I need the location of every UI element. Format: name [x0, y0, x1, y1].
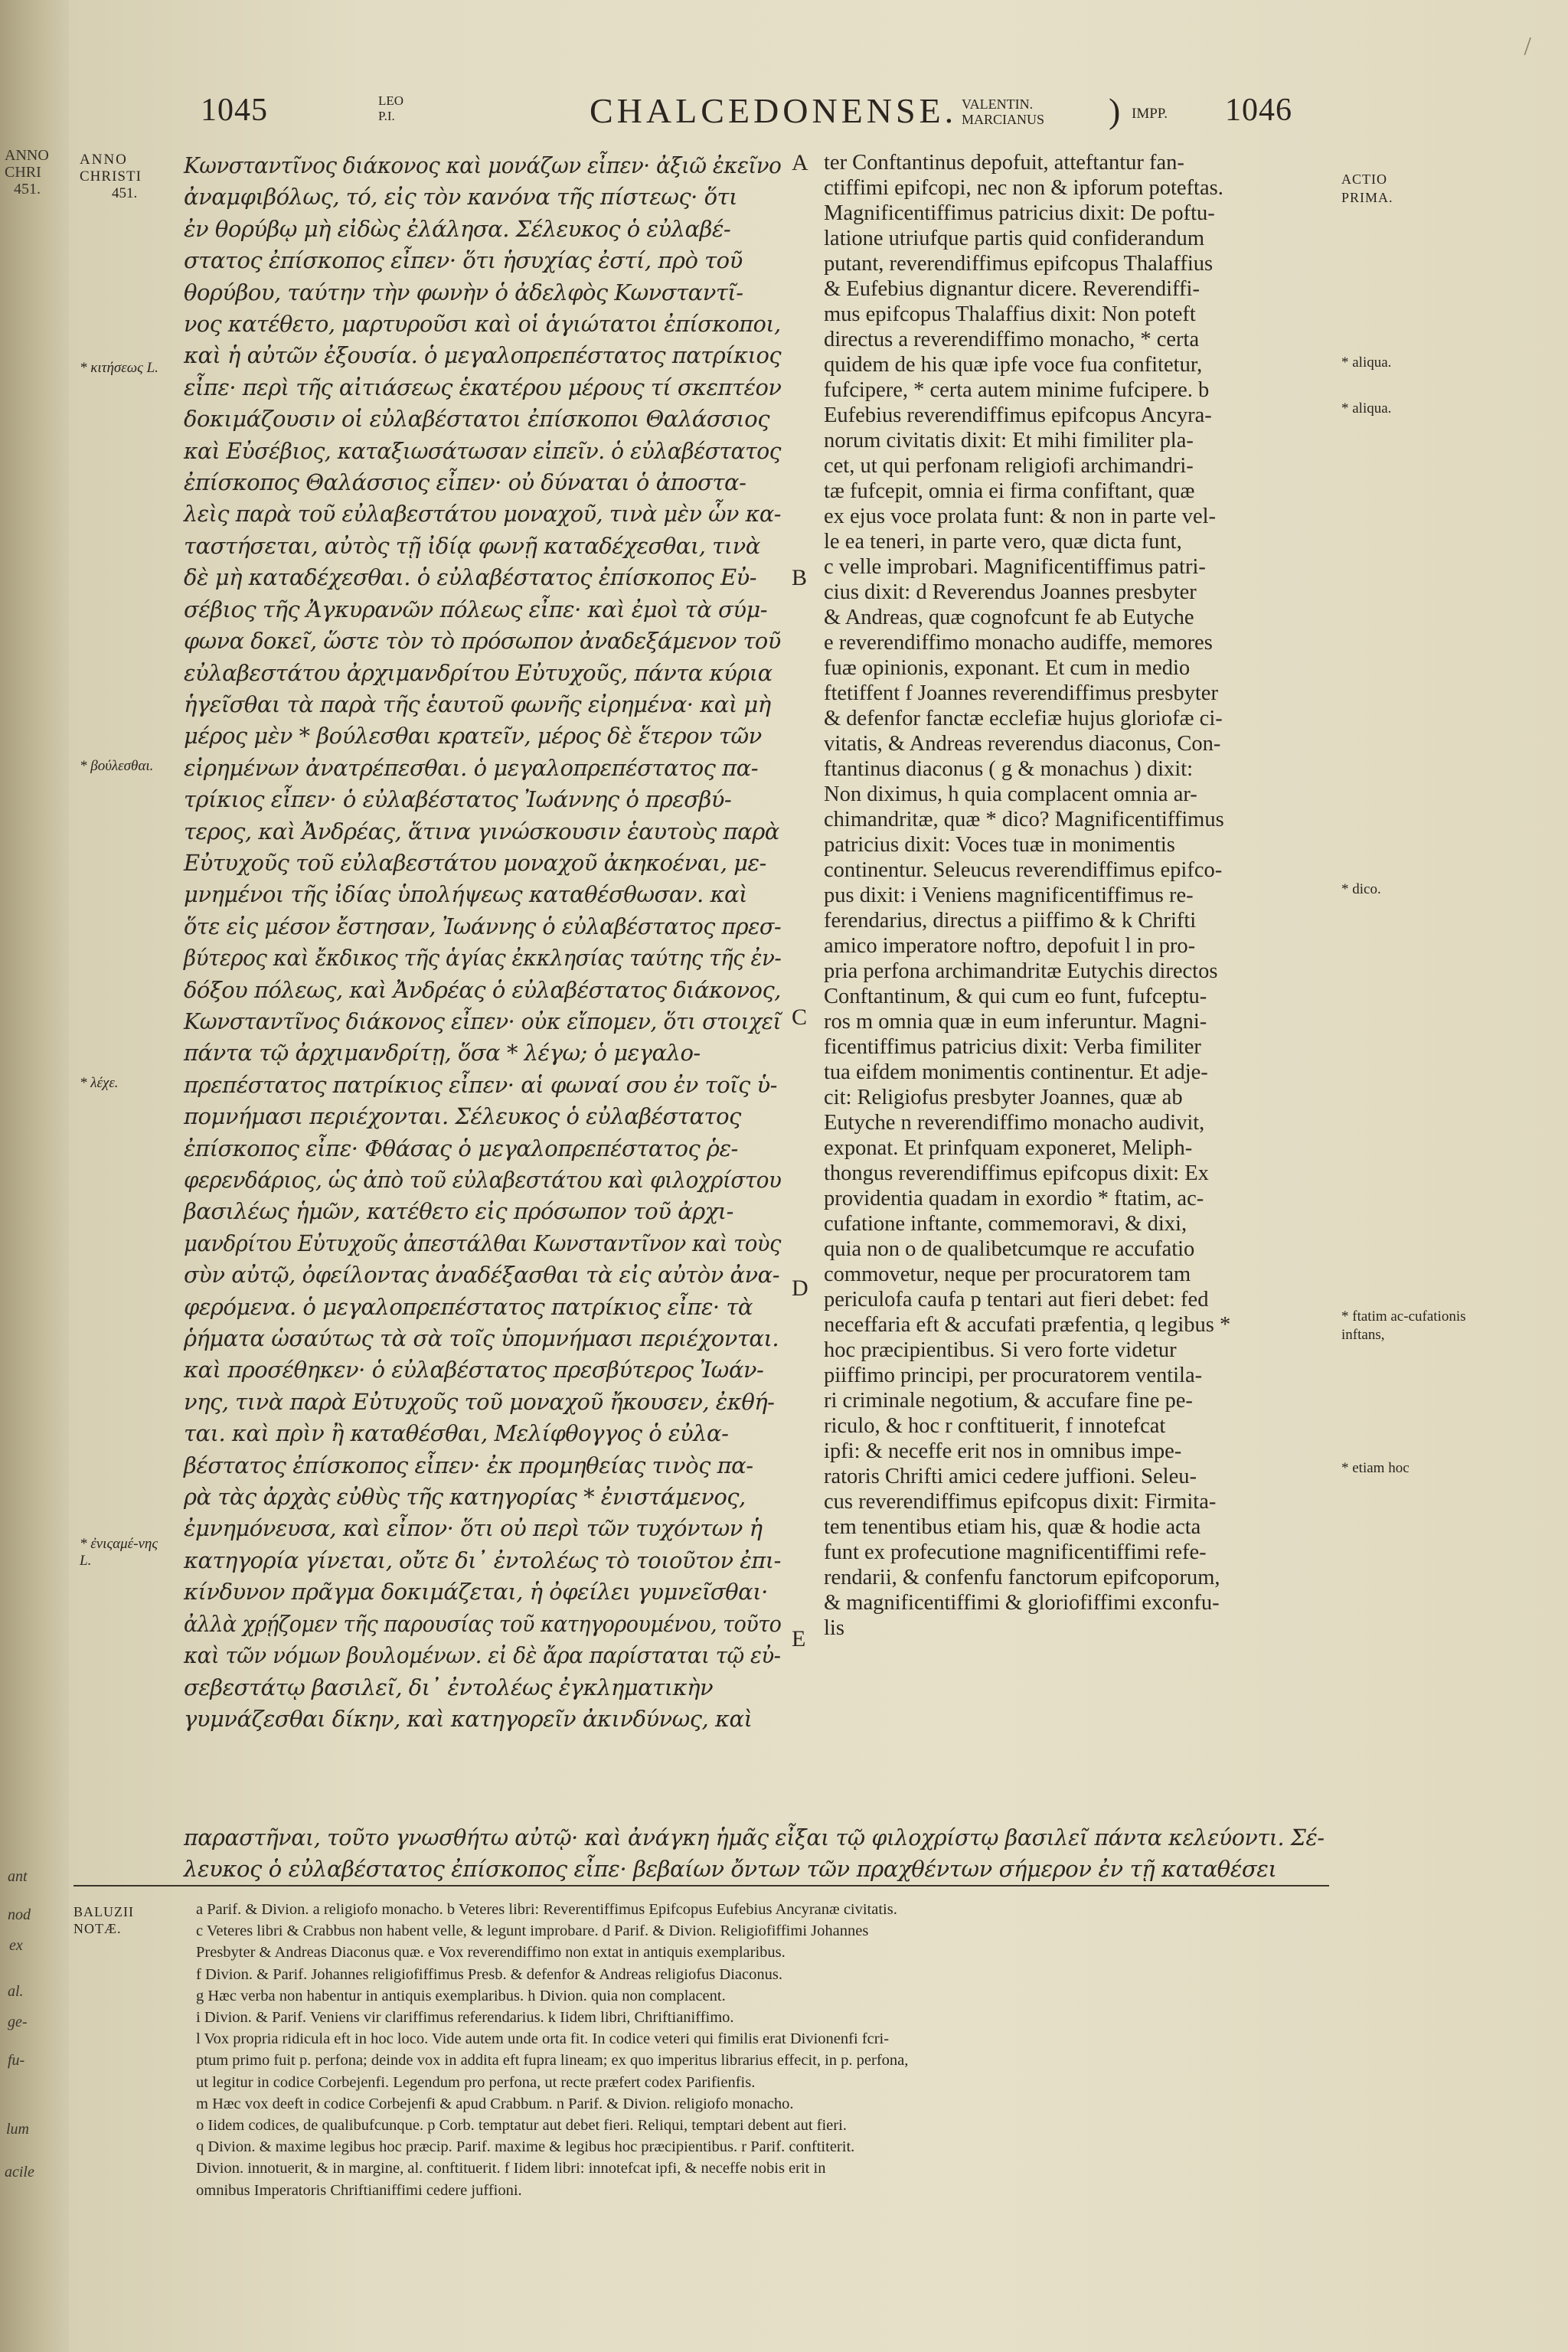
note-line: f Divion. & Parif. Johannes religiofiffimus Presb. & defenfor & Andreas religiofus Diaconus.	[196, 1965, 782, 1983]
latin-text-line: amico imperatore noftro, depofuit l in pro-	[824, 934, 1196, 958]
note-line: a Parif. & Divion. a religiofo monacho. b Veteres libri: Reverentiffimus Epifcopus Eufebius Ancyranæ civitatis.	[196, 1901, 897, 1918]
latin-text-line: hoc præcipientibus. Si vero forte videtur	[824, 1338, 1177, 1362]
greek-text-line: καὶ ἡ αὐτῶν ἐξουσία. ὁ μεγαλοπρεπέστατος πατρίκιος	[184, 342, 782, 369]
greek-text-line: Κωνσταντῖνος διάκονος εἶπεν· οὐκ εἴπομεν, ὅτι στοιχεῖ	[184, 1008, 782, 1034]
latin-text-line: funt ex profecutione magnificentiffimi refe-	[824, 1540, 1207, 1564]
greek-text-continuation	[184, 1822, 1325, 1885]
latin-text-line: pus dixit: i Veniens magnificentiffimus re-	[824, 884, 1194, 907]
header-emperors	[962, 96, 1044, 127]
margin-gloss: * aliqua.	[1341, 354, 1392, 371]
margin-actio	[1341, 170, 1393, 207]
greek-text-column	[184, 150, 781, 1735]
latin-text-line: rendarii, & confenfu fanctorum epifcoporum,	[824, 1566, 1220, 1589]
latin-text-line: periculofa caufa p tentari aut fieri debet: fed	[824, 1288, 1209, 1312]
latin-text-column	[824, 150, 1329, 1641]
latin-text-line: latione utriufque partis quid confiderandum	[824, 227, 1205, 250]
latin-text-line: le ea teneri, in parte vero, quæ dicta funt,	[824, 530, 1182, 554]
greek-text-line: στατος ἐπίσκοπος εἶπεν· ὅτι ἡσυχίας ἐστί, πρὸ τοῦ	[184, 247, 743, 274]
greek-text-line: σεβεστάτῳ βασιλεῖ, δι᾽ ἐντολέως ἐγκληματικὴν	[184, 1674, 714, 1700]
greek-text-line: κατηγορία γίνεται, οὔτε δι᾽ ἐντολέως τὸ τοιοῦτον ἐπι-	[184, 1547, 781, 1573]
greek-text-line: βύτερος καὶ ἔκδικος τῆς ἁγίας ἐκκλησίας ταύτης τῆς ἐν-	[184, 945, 782, 972]
note-line: g Hæc verba non habentur in antiquis exemplaribus. h Divion. quia non complacent.	[196, 1987, 726, 2004]
greek-text-line: ταστήσεται, αὐτὸς τῇ ἰδίᾳ φωνῇ καταδέχεσθαι, τινὰ	[184, 532, 760, 559]
section-letter: B	[792, 565, 808, 590]
greek-text-line: ται. καὶ πρὶν ἢ καταθέσθαι, Μελίφθογγος ὁ εὐλα-	[184, 1420, 729, 1447]
latin-text-line: tua eifdem monimentis continentur. Et adje-	[824, 1060, 1208, 1084]
section-letter: C	[792, 1004, 808, 1030]
spine-fragment: al.	[8, 1983, 24, 2000]
margin-variant-note: * βούλεσθαι.	[80, 758, 154, 774]
latin-text-line: lis	[824, 1616, 844, 1640]
greek-text-line: φερόμενα. ὁ μεγαλοπρεπέστατος πατρίκιος εἶπε· τὰ	[184, 1293, 753, 1320]
latin-text-line: riculo, & hoc r conftituerit, f innotefcat	[824, 1414, 1166, 1438]
margin-year-block	[80, 152, 142, 202]
binding-spine	[0, 0, 69, 2352]
note-line: o Iidem codices, de qualibufcunque. p Corb. temptatur aut debet fieri. Reliqui, temptari debent aut fieri.	[196, 2117, 847, 2135]
greek-text-line: πομνήμασι περιέχονται. Σέλευκος ὁ εὐλαβέστατος	[184, 1103, 741, 1130]
spine-fragment: 451.	[14, 181, 41, 198]
greek-text-line: παραστῆναι, τοῦτο γνωσθήτω αὐτῷ· καὶ ἀνάγκη ἡμᾶς εἶξαι τῷ φιλοχρίστῳ βασιλεῖ πάντα κελεύοντι. Σέ-	[184, 1824, 1325, 1851]
header-leo	[378, 93, 403, 124]
latin-text-line: directus a reverendiffimo monacho, * certa	[824, 328, 1200, 351]
latin-text-line: ferendarius, directus a piiffimo & k Chrifti	[824, 909, 1197, 933]
note-line: Presbyter & Andreas Diaconus quæ. e Vox reverendiffimo non extat in antiquis exemplaribus.	[196, 1944, 786, 1962]
latin-text-line: tæ fufcepit, omnia ei firma confiftant, quæ	[824, 479, 1195, 503]
note-line: ut legitur in codice Corbejenfi. Legendum pro perfona, ut recte præfert codex Parifienfis.	[196, 2073, 756, 2091]
spine-fragment: ge-	[8, 2014, 28, 2030]
greek-text-line: ὅτε εἰς μέσον ἔστησαν, Ἰωάννης ὁ εὐλαβέστατος πρεσ-	[184, 913, 782, 939]
spine-fragment: acile	[5, 2164, 34, 2180]
greek-text-line: Εὐτυχοῦς τοῦ εὐλαβεστάτου μοναχοῦ ἀκηκοέναι, με-	[184, 849, 766, 876]
latin-text-line: cus reverendiffimus epifcopus dixit: Firmita-	[824, 1490, 1217, 1514]
notes-label-line1: BALUZII	[74, 1904, 134, 1919]
greek-text-line: κίνδυνον πρᾶγμα δοκιμάζεται, ἡ ὀφείλει γυμνεῖσθαι·	[184, 1579, 768, 1606]
latin-text-line: patricius dixit: Voces tuæ in monimentis	[824, 833, 1175, 857]
greek-text-line: μανδρίτου Εὐτυχοῦς ἀπεστάλθαι Κωνσταντῖνον καὶ τοὺς	[184, 1230, 781, 1256]
greek-text-line: θορύβου, ταύτην τὴν φωνὴν ὁ ἀδελφὸς Κωνσταντῖ-	[184, 279, 743, 305]
latin-text-line: putant, reverendiffimus epifcopus Thalaffius	[824, 252, 1214, 276]
greek-text-line: βασιλέως ἡμῶν, κατέθετο εἰς πρόσωπον τοῦ ἀρχι-	[184, 1198, 733, 1225]
latin-text-line: ex ejus voce prolata funt: & non in parte vel-	[824, 505, 1217, 528]
margin-actio-label: ACTIO	[1341, 172, 1387, 187]
latin-text-line: cet, ut qui perfonam religiofi archimandri-	[824, 454, 1194, 478]
margin-gloss: * aliqua.	[1341, 400, 1392, 416]
notes-label	[74, 1903, 134, 1937]
latin-text-line: quidem de his quæ ipfe voce fua confitetur,	[824, 353, 1203, 377]
latin-text-line: continentur. Seleucus reverendiffimus epifco-	[824, 858, 1223, 882]
running-title: CHALCEDONENSE.	[590, 91, 958, 130]
latin-text-line: pria perfona archimandritæ Eutychis directos	[824, 959, 1218, 983]
greek-text-line: Κωνσταντῖνος διάκονος καὶ μονάζων εἶπεν· ἀξιῶ ἐκεῖνο	[184, 152, 782, 178]
greek-text-line: εἶπε· περὶ τῆς αἰτιάσεως ἑκατέρου μέρους τί σκεπτέον	[184, 374, 782, 400]
latin-text-line: & defenfor fanctæ ecclefiæ hujus gloriofæ ci-	[824, 707, 1223, 730]
spine-fragment: lum	[6, 2121, 29, 2138]
latin-text-line: ctiffimi epifcopi, nec non & ipforum poteftas.	[824, 176, 1223, 200]
latin-text-line: Eufebius reverendiffimus epifcopus Ancyra-	[824, 403, 1212, 427]
greek-text-line: ἀναμφιβόλως, τό, εἰς τὸν κανόνα τῆς πίστεως· ὅτι	[184, 184, 737, 211]
greek-text-line: ῥήματα ὡσαύτως τὰ σὰ τοῖς ὑπομνήμασι περιέχονται.	[184, 1325, 779, 1352]
header-leo-line1: LEO	[378, 93, 404, 108]
margin-variant-note: * κιτήσεως L.	[80, 360, 158, 376]
greek-text-line: γυμνάζεσθαι δίκην, καὶ κατηγορεῖν ἀκινδύνως, καὶ	[184, 1705, 753, 1732]
latin-text-line: cius dixit: d Reverendus Joannes presbyter	[824, 580, 1197, 604]
section-letter: A	[792, 150, 808, 175]
latin-text-line: piiffimo principi, per procuratorem ventila-	[824, 1364, 1203, 1387]
section-letter: D	[792, 1276, 808, 1301]
greek-text-line: εὐλαβεστάτου ἀρχιμανδρίτου Εὐτυχοῦς, πάντα κύρια	[184, 659, 773, 686]
page-number-left: 1045	[201, 93, 268, 128]
latin-text-line: tem tenentibus etiam his, quæ & hodie acta	[824, 1515, 1201, 1539]
latin-text-line: chimandritæ, quæ * dico? Magnificentiffimus	[824, 808, 1224, 831]
greek-text-line: ἡγεῖσθαι τὰ παρὰ τῆς ἑαυτοῦ φωνῆς εἰρημένα· καὶ μὴ	[184, 691, 771, 717]
section-letter: E	[792, 1626, 806, 1651]
note-line: i Divion. & Parif. Veniens vir clariffimus referendarius. k Iidem libri, Chriftianiffimo.	[196, 2009, 734, 2027]
latin-text-line: Magnificentiffimus patricius dixit: De poftu-	[824, 201, 1215, 225]
note-line: Divion. innotuerit, & in margine, al. conftituerit. f Iidem libri: innotefcat ipfi, & neceffe nobis erit in	[196, 2160, 826, 2177]
notes-divider	[74, 1885, 1329, 1886]
page-number-right: 1046	[1225, 93, 1292, 128]
spine-fragment: fu-	[8, 2052, 25, 2069]
header-emperors-line1: VALENTIN.	[962, 96, 1034, 112]
latin-text-line: Non diximus, h quia complacent omnia ar-	[824, 782, 1197, 806]
greek-text-line: πάντα τῷ ἀρχιμανδρίτῃ, ὅσα * λέγω; ὁ μεγαλο-	[184, 1040, 701, 1067]
latin-text-line: quia non o de qualibetcumque re accufatio	[824, 1237, 1195, 1261]
greek-text-line: φωνα δοκεῖ, ὥστε τὸν τὸ πρόσωπον ἀναδεξάμενον τοῦ	[184, 628, 781, 655]
latin-text-line: cit: Religiofus presbyter Joannes, quæ ab	[824, 1086, 1183, 1109]
latin-text-line: fuæ opinionis, exponant. Et cum in medio	[824, 656, 1191, 680]
greek-text-line: δόξου πόλεως, καὶ Ἀνδρέας ὁ εὐλαβέστατος διάκονος,	[184, 976, 781, 1003]
margin-christi: CHRISTI	[80, 168, 142, 185]
spine-fragment: CHRI	[5, 164, 41, 181]
header-impp: IMPP.	[1132, 106, 1168, 122]
latin-text-line: e reverendiffimo monacho audiffe, memores	[824, 631, 1213, 655]
greek-text-line: ἐν θορύβῳ μὴ εἰδὼς ἐλάλησα. Σέλευκος ὁ εὐλαβέ-	[184, 215, 731, 242]
pencil-mark: /	[1524, 32, 1531, 60]
latin-text-line: ficentiffimus patricius dixit: Verba fimiliter	[824, 1035, 1201, 1059]
greek-text-line: φερενδάριος, ὡς ἀπὸ τοῦ εὐλαβεστάτου καὶ φιλοχρίστου	[184, 1167, 782, 1193]
note-line: omnibus Imperatoris Chriftianiffimi cedere juffioni.	[196, 2181, 522, 2199]
header-emperors-line2: MARCIANUS	[962, 112, 1045, 127]
latin-text-line: ftetiffent f Joannes reverendiffimus presbyter	[824, 681, 1218, 705]
greek-text-line: ἐμνημόνευσα, καὶ εἶπον· ὅτι οὐ περὶ τῶν τυχόντων ἡ	[184, 1515, 763, 1542]
latin-text-line: & Eufebius dignantur dicere. Reverendiffi-	[824, 277, 1200, 301]
greek-text-line: ἐπίσκοπος εἶπε· Φθάσας ὁ μεγαλοπρεπέστατος ῥε-	[184, 1135, 738, 1161]
latin-text-line: ros m omnia quæ in eum inferuntur. Magni-	[824, 1010, 1207, 1034]
notes-label-line2: NOTÆ.	[74, 1921, 122, 1936]
note-line: m Hæc vox deeft in codice Corbejenfi & apud Crabbum. n Parif. & Divion. religiofo monacho.	[196, 2095, 794, 2112]
spine-fragment: ant	[8, 1868, 28, 1885]
latin-text-line: ter Conftantinus depofuit, atteftantur fan-	[824, 151, 1184, 175]
greek-text-line: καὶ Εὐσέβιος, καταξιωσάτωσαν εἰπεῖν. ὁ εὐλαβέστατος	[184, 437, 781, 464]
latin-text-line: commovetur, neque per procuratorem tam	[824, 1263, 1191, 1286]
header-leo-line2: P.I.	[378, 109, 395, 123]
margin-variant-note: * λέχε.	[80, 1075, 119, 1091]
note-line: l Vox propria ridicula eft in hoc loco. Vide autem unde orta fit. In codice veteri qui fimilis erat Divionenfi fcri-	[196, 2030, 890, 2048]
latin-text-line: & magnificentiffimi & gloriofiffimi exconfu-	[824, 1591, 1220, 1615]
greek-text-line: ἐπίσκοπος Θαλάσσιος εἶπεν· οὐ δύναται ὁ ἀποστα-	[184, 469, 746, 496]
latin-text-line: norum civitatis dixit: Et mihi fimiliter pla-	[824, 429, 1194, 452]
greek-text-line: πρεπέστατος πατρίκιος εἶπεν· αἱ φωναί σου ἐν τοῖς ὑ-	[184, 1071, 777, 1098]
note-line: ptum primo fuit p. perfona; deinde vox in addita eft fupra lineam; ex quo imperitus librarius effecit, in p. perfona,	[196, 2052, 909, 2069]
latin-text-line: thongus reverendiffimus epifcopus dixit: Ex	[824, 1161, 1209, 1185]
greek-text-line: μνημένοι τῆς ἰδίας ὑπολήψεως καταθέσθωσαν. καὶ	[184, 881, 747, 908]
greek-text-line: λευκος ὁ εὐλαβέστατος ἐπίσκοπος εἶπε· βεβαίων ὄντων τῶν πραχθέντων σήμερον ἐν τῇ καταθέσει	[184, 1856, 1277, 1882]
margin-gloss: * dico.	[1341, 881, 1381, 897]
latin-text-line: providentia quadam in exordio * ftatim, ac-	[824, 1187, 1204, 1210]
greek-text-line: σὺν αὐτῷ, ὀφείλοντας ἀναδέξασθαι τὰ εἰς αὐτὸν ἀνα-	[184, 1262, 780, 1289]
margin-year: 451.	[112, 185, 138, 201]
spine-fragment: ex	[9, 1937, 23, 1954]
greek-text-line: καὶ προσέθηκεν· ὁ εὐλαβέστατος πρεσβύτερος Ἰωάν-	[184, 1357, 764, 1383]
margin-gloss: * etiam hoc	[1341, 1460, 1410, 1476]
margin-prima-label: PRIMA.	[1341, 190, 1393, 205]
spine-fragment: ANNO	[5, 147, 49, 164]
note-line: q Divion. & maxime legibus hoc præcip. Parif. maxime & legibus hoc præcipientibus. r Parif. conftiterit.	[196, 2138, 855, 2156]
greek-text-line: δοκιμάζουσιν οἱ εὐλαβέστατοι ἐπίσκοποι Θαλάσσιος	[184, 406, 769, 433]
greek-text-line: εἰρημένων ἀνατρέπεσθαι. ὁ μεγαλοπρεπέστατος πα-	[184, 754, 759, 781]
latin-text-line: & Andreas, quæ cognofcunt fe ab Eutyche	[824, 606, 1194, 629]
greek-text-line: μέρος μὲν * βούλεσθαι κρατεῖν, μέρος δὲ ἕτερον τῶν	[184, 723, 762, 750]
greek-text-line: λεὶς παρὰ τοῦ εὐλαβεστάτου μοναχοῦ, τινὰ μὲν ὧν κα-	[184, 501, 781, 528]
greek-text-line: σέβιος τῆς Ἀγκυρανῶν πόλεως εἶπε· καὶ ἐμοὶ τὰ σύμ-	[184, 596, 768, 622]
latin-text-line: fufcipere, * certa autem minime fufcipere. b	[824, 378, 1210, 402]
latin-text-line: cufatione inftante, commemoravi, & dixi,	[824, 1212, 1187, 1236]
latin-text-line: exponat. Et prinfquam exponeret, Meliph-	[824, 1136, 1193, 1160]
latin-text-line: neceffaria eft & accufati præfentia, q legibus *	[824, 1313, 1231, 1337]
margin-gloss: * ftatim ac-cufationis inftans,	[1341, 1308, 1466, 1343]
baluze-notes	[196, 1899, 1329, 2201]
latin-text-line: Eutyche n reverendiffimo monacho audivit,	[824, 1111, 1205, 1135]
greek-text-line: ἀλλὰ χρῄζομεν τῆς παρουσίας τοῦ κατηγορουμένου, τοῦτο	[184, 1610, 782, 1637]
header-brace: )	[1109, 91, 1121, 130]
greek-text-line: τερος, καὶ Ἀνδρέας, ἅτινα γινώσκουσιν ἑαυτοὺς παρὰ	[184, 818, 779, 844]
greek-text-line: δὲ μὴ καταδέχεσθαι. ὁ εὐλαβέστατος ἐπίσκοπος Εὐ-	[184, 564, 757, 591]
greek-text-line: καὶ τῶν νόμων βουλομένων. εἰ δὲ ἄρα παρίσταται τῷ εὐ-	[184, 1642, 781, 1669]
spine-fragment: nod	[8, 1906, 31, 1923]
greek-text-line: ρὰ τὰς ἀρχὰς εὐθὺς τῆς κατηγορίας * ἐνιστάμενος,	[184, 1484, 746, 1511]
latin-text-line: mus epifcopus Thalaffius dixit: Non poteft	[824, 302, 1196, 326]
greek-text-line: νος κατέθετο, μαρτυροῦσι καὶ οἱ ἁγιώτατοι ἐπίσκοποι,	[184, 311, 781, 338]
latin-text-line: Conftantinum, & qui cum eo funt, fufceptu-	[824, 985, 1207, 1008]
latin-text-line: ftantinus diaconus ( g & monachus ) dixit:	[824, 757, 1194, 781]
margin-variant-note: * ἐνιςαμέ-νης L.	[80, 1536, 158, 1569]
greek-text-line: νης, τινὰ παρὰ Εὐτυχοῦς τοῦ μοναχοῦ ἤκουσεν, ἐκθή-	[184, 1388, 775, 1415]
latin-text-line: vitatis, & Andreas reverendus diaconus, Con-	[824, 732, 1221, 756]
note-line: c Veteres libri & Crabbus non habent velle, & legunt improbare. d Parif. & Divion. Religiofiffimi Johannes	[196, 1922, 869, 1940]
greek-text-line: βέστατος ἐπίσκοπος εἶπεν· ἐκ προμηθείας τινὸς πα-	[184, 1452, 753, 1478]
greek-text-line: τρίκιος εἶπεν· ὁ εὐλαβέστατος Ἰωάννης ὁ πρεσβύ-	[184, 786, 732, 813]
margin-anno: ANNO	[80, 152, 128, 168]
latin-text-line: ipfi: & neceffe erit nos in omnibus impe-	[824, 1439, 1182, 1463]
latin-text-line: ri criminale negotium, & accufare fine pe-	[824, 1389, 1193, 1413]
latin-text-line: c velle improbari. Magnificentiffimus patri-	[824, 555, 1206, 579]
latin-text-line: ratoris Chrifti amici cedere juffioni. Seleu-	[824, 1465, 1197, 1488]
